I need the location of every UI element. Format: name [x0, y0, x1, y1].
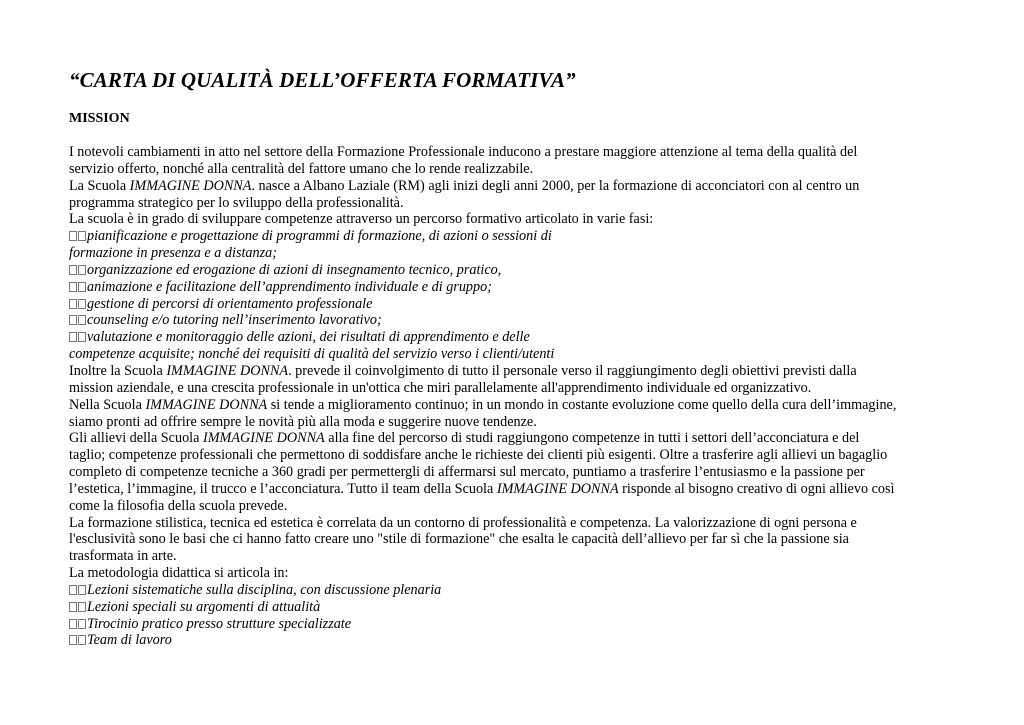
phase-list-item: counseling e/o tutoring nell’inserimento lavorativo;: [69, 312, 969, 329]
phase-list-item: valutazione e monitoraggio delle azioni, dei risultati di apprendimento e delle: [69, 329, 969, 346]
bullet-box-icon: [78, 299, 86, 309]
bullet-box-icon: [78, 619, 86, 629]
bullet-box-icon: [69, 231, 77, 241]
text-line: siamo pronti ad offrire sempre le novità più alla moda e suggerire nuove tendenze.: [69, 413, 537, 430]
bullet-box-icon: [69, 299, 77, 309]
text-line: come la filosofia della scuola prevede.: [69, 497, 288, 514]
text-line: Gli allievi della Scuola IMMAGINE DONNA alla fine del percorso di studi raggiungono competenze in tutti i settori dell’acconciatura e del: [69, 430, 860, 447]
bullet-box-icon: [69, 265, 77, 275]
document-body: [69, 144, 969, 649]
bullet-box-icon: [78, 265, 86, 275]
phase-list-item: organizzazione ed erogazione di azioni di insegnamento tecnico, pratico,: [69, 262, 969, 279]
mission-heading: MISSION: [69, 111, 130, 126]
method-list-item: Lezioni sistematiche sulla disciplina, con discussione plenaria: [69, 582, 969, 599]
text-line: I notevoli cambiamenti in atto nel settore della Formazione Professionale inducono a prestare maggiore attenzione al tema della qualità del: [69, 144, 858, 160]
method-list-item: Team di lavoro: [69, 632, 969, 649]
text-line: La formazione stilistica, tecnica ed estetica è correlata da un contorno di professionalità e competenza. La valorizzazione di ogni persona e: [69, 514, 857, 531]
text-line: mission aziendale, e una crescita professionale in un'ottica che miri parallelamente all'apprendimento individuale ed organizzativo.: [69, 379, 812, 396]
school-name: IMMAGINE DONNA: [145, 396, 268, 413]
school-name: IMMAGINE DONNA: [496, 480, 619, 497]
text-line: Inoltre la Scuola IMMAGINE DONNA. prevede il coinvolgimento di tutto il personale verso il raggiungimento degli obiettivi previsti dalla: [69, 362, 857, 379]
text-line: La scuola è in grado di sviluppare competenze attraverso un percorso formativo articolato in varie fasi:: [69, 211, 654, 228]
method-list-item: Lezioni speciali su argomenti di attualità: [69, 599, 969, 616]
bullet-box-icon: [69, 619, 77, 629]
text-line: La metodologia didattica si articola in:: [69, 565, 289, 582]
bullet-box-icon: [78, 315, 86, 325]
bullet-box-icon: [69, 315, 77, 325]
phase-list-item: animazione e facilitazione dell’apprendimento individuale e di gruppo;: [69, 279, 969, 296]
text-line: Nella Scuola IMMAGINE DONNA si tende a miglioramento continuo; in un mondo in costante evoluzione come quello della cura dell’immagine,: [69, 396, 897, 413]
text-line: trasformata in arte.: [69, 548, 177, 565]
bullet-box-icon: [69, 635, 77, 645]
bullet-box-icon: [78, 585, 86, 595]
phase-list-item: gestione di percorsi di orientamento professionale: [69, 296, 969, 313]
text-line: La Scuola IMMAGINE DONNA. nasce a Albano Laziale (RM) agli inizi degli anni 2000, per la formazione di acconciatori con al centro un: [69, 177, 860, 194]
document-title: “CARTA DI QUALITÀ DELL’OFFERTA FORMATIVA”: [69, 68, 576, 92]
bullet-box-icon: [69, 602, 77, 612]
bullet-box-icon: [69, 585, 77, 595]
school-name: IMMAGINE DONNA: [202, 430, 325, 447]
bullet-box-icon: [69, 282, 77, 292]
method-list-item: Tirocinio pratico presso strutture specializzate: [69, 616, 969, 633]
bullet-box-icon: [78, 231, 86, 241]
text-line: completo di competenze tecniche a 360 gradi per permettergli di affermarsi sul mercato, puntiamo a trasferire l’entusiasmo e la passione per: [69, 464, 865, 481]
bullet-box-icon: [69, 332, 77, 342]
text-line: l’estetica, l’immagine, il trucco e l’acconciatura. Tutto il team della Scuola IMMAGINE DONNA risponde al bisogno creativo di ogni allievo così: [69, 480, 895, 497]
phase-list-item: pianificazione e progettazione di programmi di formazione, di azioni o sessioni di: [69, 228, 969, 245]
school-name: IMMAGINE DONNA: [166, 362, 289, 379]
school-name: IMMAGINE DONNA: [129, 177, 252, 194]
bullet-box-icon: [78, 602, 86, 612]
phase-list-item-continued: competenze acquisite; nonché dei requisiti di qualità del servizio verso i clienti/utenti: [69, 346, 555, 363]
bullet-box-icon: [78, 635, 86, 645]
text-line: programma strategico per lo sviluppo della professionalità.: [69, 194, 404, 211]
phase-list-item-continued: formazione in presenza e a distanza;: [69, 245, 277, 262]
bullet-box-icon: [78, 282, 86, 292]
text-line: taglio; competenze professionali che permettono di soddisfare anche le richieste dei clienti più esigenti. Oltre a trasferire agli allievi un bagaglio: [69, 447, 888, 464]
text-line: l'esclusività sono le basi che ci hanno fatto creare uno "stile di formazione" che esalta le capacità dell’allievo per far sì che la passione sia: [69, 531, 849, 548]
bullet-box-icon: [78, 332, 86, 342]
text-line: servizio offerto, nonché alla centralità del fattore umano che lo rende realizzabile.: [69, 160, 534, 177]
